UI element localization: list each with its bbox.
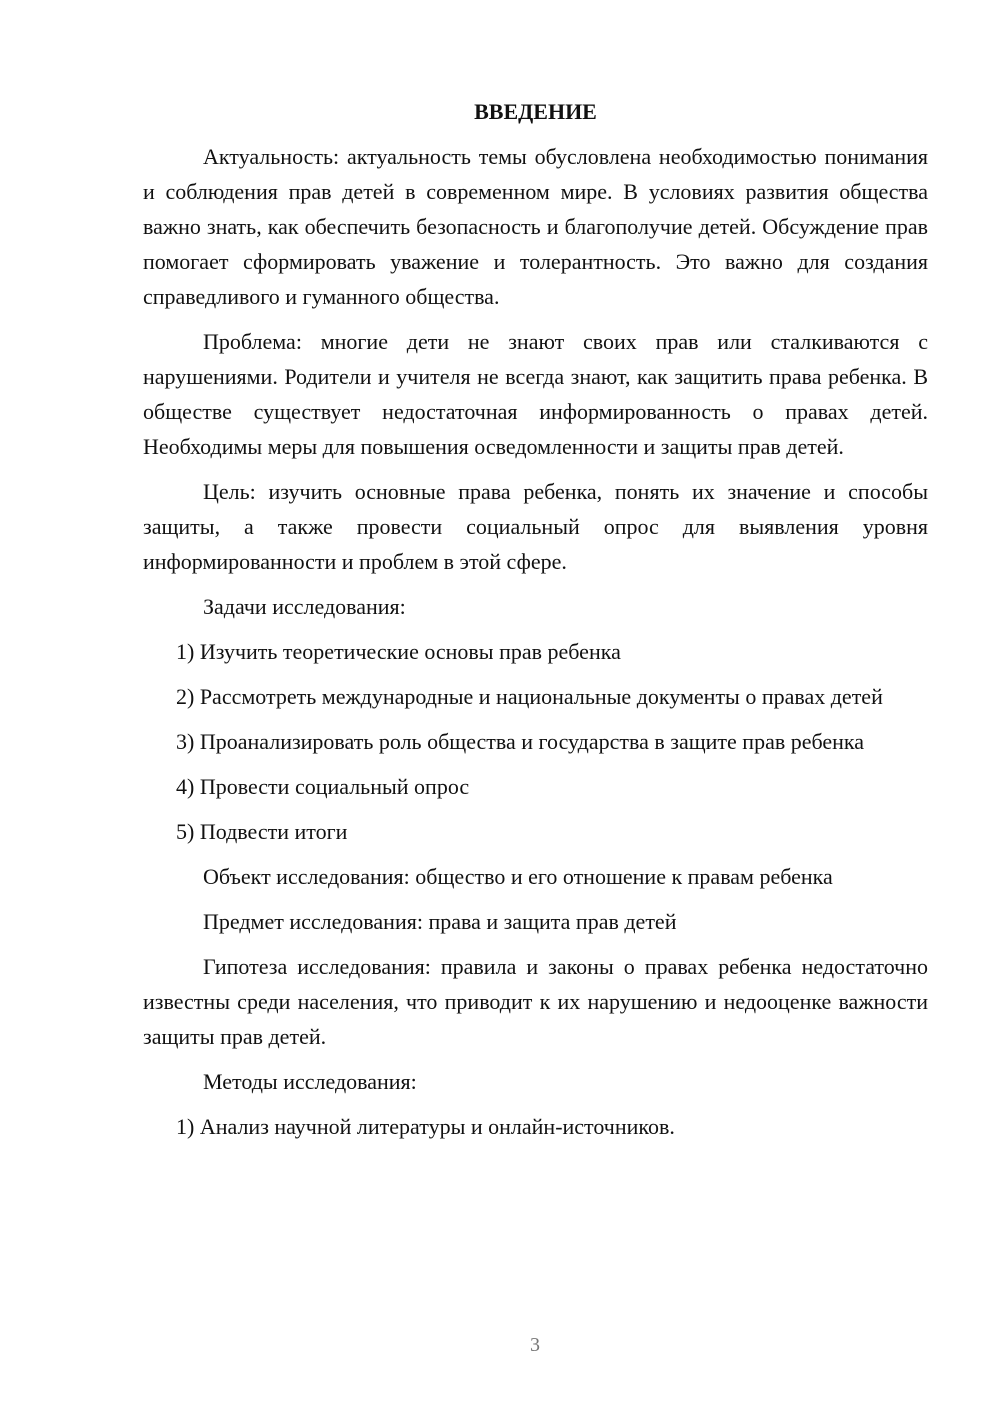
research-hypothesis: Гипотеза исследования: правила и законы о правах ребенка недостаточно известны среди населения, что приводит к их нарушению и недооценке важности защиты прав детей. [143, 954, 928, 1049]
tasks-heading: Задачи исследования: [203, 594, 406, 619]
page-title: ВВЕДЕНИЕ [474, 99, 597, 124]
goal-paragraph: Цель: изучить основные права ребенка, понять их значение и способы защиты, а также провести социальный опрос для выявления уровня информированности и проблем в этой сфере. [143, 479, 928, 574]
task-item: 4) Провести социальный опрос [176, 774, 470, 799]
problem-paragraph: Проблема: многие дети не знают своих прав или сталкиваются с нарушениями. Родители и учителя не всегда знают, как защитить права ребенка. В обществе существует недостаточная информированность о правах детей. Необходимы меры для повышения осведомленности и защиты прав детей. [143, 329, 928, 459]
research-object: Объект исследования: общество и его отношение к правам ребенка [203, 864, 833, 889]
methods-heading: Методы исследования: [203, 1069, 417, 1094]
page-content [143, 94, 928, 1154]
task-item: 3) Проанализировать роль общества и государства в защите прав ребенка [176, 729, 865, 754]
task-item: 2) Рассмотреть международные и национальные документы о правах детей [176, 684, 883, 709]
page-number: 3 [530, 1334, 540, 1356]
method-item: 1) Анализ научной литературы и онлайн-источников. [176, 1114, 675, 1139]
research-subject: Предмет исследования: права и защита прав детей [203, 909, 677, 934]
relevance-paragraph: Актуальность: актуальность темы обусловлена необходимостью понимания и соблюдения прав детей в современном мире. В условиях развития общества важно знать, как обеспечить безопасность и благополучие детей. Обсуждение прав помогает сформировать уважение и толерантность. Это важно для создания справедливого и гуманного общества. [143, 144, 928, 309]
task-item: 5) Подвести итоги [176, 819, 348, 844]
task-item: 1) Изучить теоретические основы прав ребенка [176, 639, 621, 664]
